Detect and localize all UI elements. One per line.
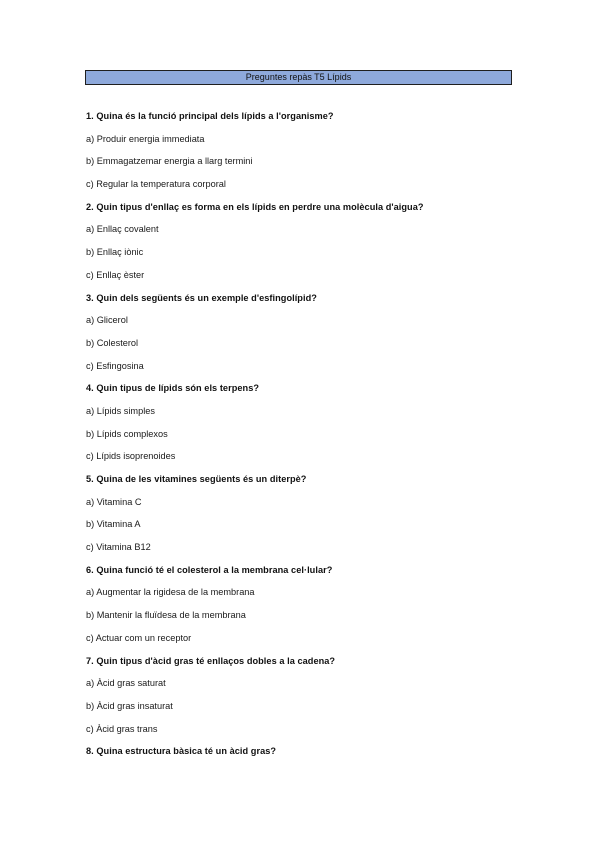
answer-option (86, 133, 556, 156)
option-text: b) Colesterol (86, 337, 139, 348)
question-2 (86, 201, 556, 224)
answer-option (86, 723, 556, 746)
question-text: 1. Quina és la funció principal dels lípids a l'organisme? (86, 111, 334, 121)
option-text: b) Àcid gras insaturat (86, 700, 173, 711)
answer-option (86, 518, 556, 541)
option-text: b) Lípids complexos (86, 428, 168, 439)
option-text: a) Lípids simples (86, 405, 155, 416)
option-text: a) Àcid gras saturat (86, 678, 166, 689)
answer-option (86, 155, 556, 178)
option-text: a) Enllaç covalent (86, 224, 159, 235)
answer-option (86, 586, 556, 609)
option-text: a) Glicerol (86, 315, 128, 326)
answer-option (86, 405, 556, 428)
answer-option (86, 360, 556, 383)
option-text: c) Regular la temperatura corporal (86, 179, 226, 190)
option-text: b) Enllaç iònic (86, 247, 144, 258)
question-text: 6. Quina funció té el colesterol a la membrana cel·lular? (86, 564, 333, 575)
option-text: c) Lípids isoprenoides (86, 451, 176, 462)
question-4 (86, 382, 556, 405)
answer-option (86, 178, 556, 201)
option-text: a) Produir energia immediata (86, 133, 205, 144)
option-text: c) Enllaç èster (86, 269, 145, 280)
question-text: 7. Quin tipus d'àcid gras té enllaços dobles a la cadena? (86, 655, 336, 666)
option-text: b) Emmagatzemar energia a llarg termini (86, 156, 253, 167)
question-7 (86, 655, 556, 678)
answer-option (86, 632, 556, 655)
question-text: 4. Quin tipus de lípids són els terpens? (86, 383, 260, 394)
question-text: 8. Quina estructura bàsica té un àcid gras? (86, 746, 277, 757)
answer-option (86, 450, 556, 473)
answer-option (86, 246, 556, 269)
question-8 (86, 745, 556, 768)
answer-option (86, 428, 556, 451)
answer-option (86, 700, 556, 723)
answer-option (86, 314, 556, 337)
question-6 (86, 564, 556, 587)
answer-option (86, 609, 556, 632)
option-text: c) Vitamina B12 (86, 542, 151, 553)
question-3 (86, 292, 556, 315)
option-text: c) Àcid gras trans (86, 723, 158, 734)
answer-option (86, 677, 556, 700)
option-text: c) Actuar com un receptor (86, 632, 192, 643)
answer-option (86, 496, 556, 519)
question-text: 3. Quin dels següents és un exemple d'esfingolípid? (86, 292, 317, 303)
option-text: b) Vitamina A (86, 519, 141, 530)
question-1 (86, 110, 556, 133)
option-text: c) Esfingosina (86, 360, 144, 371)
question-text: 2. Quin tipus d'enllaç es forma en els lípids en perdre una molècula d'aigua? (86, 201, 424, 212)
answer-option (86, 269, 556, 292)
question-text: 5. Quina de les vitamines següents és un diterpè? (86, 474, 307, 484)
option-text: b) Mantenir la fluïdesa de la membrana (86, 610, 246, 621)
answer-option (86, 541, 556, 564)
question-list (86, 110, 556, 768)
answer-option (86, 337, 556, 360)
option-text: a) Augmentar la rigidesa de la membrana (86, 587, 255, 598)
question-5 (86, 473, 556, 496)
answer-option (86, 223, 556, 246)
page-title: Preguntes repàs T5 Lípids (85, 70, 512, 85)
option-text: a) Vitamina C (86, 496, 142, 507)
